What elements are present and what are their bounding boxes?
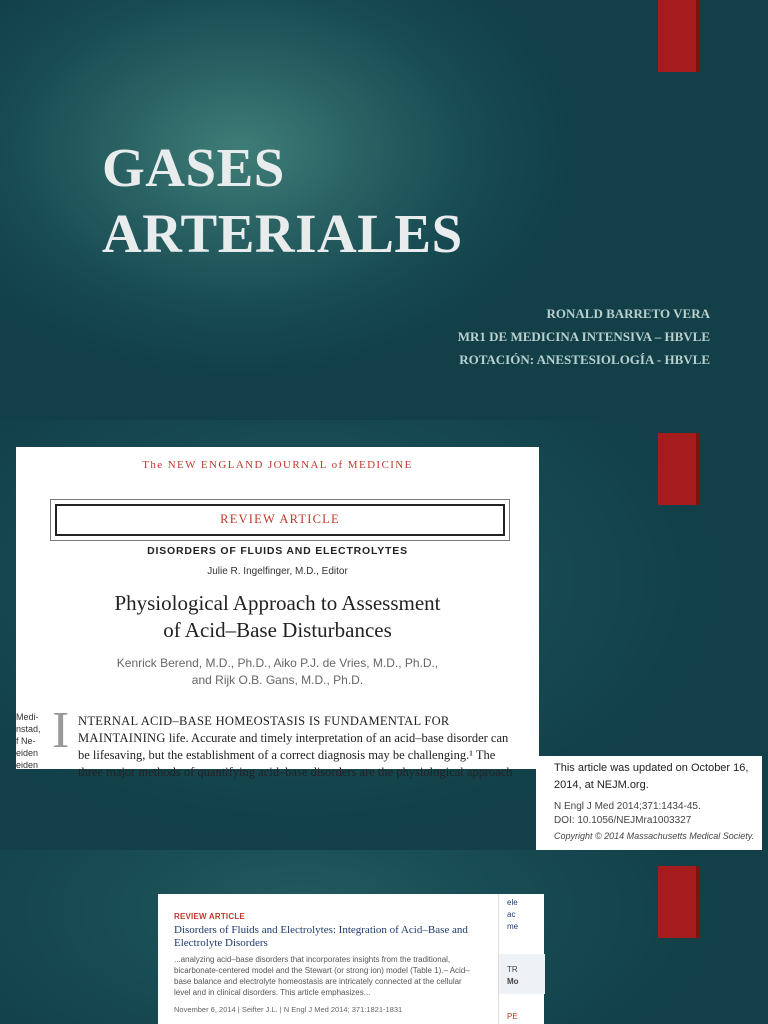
article-authors-line-2: and Rijk O.B. Gans, M.D., Ph.D.: [191, 673, 364, 687]
accent-bar: [658, 433, 700, 505]
doi: DOI: 10.1056/NEJMra1003327: [554, 815, 692, 826]
article-type-label: REVIEW ARTICLE: [55, 504, 505, 536]
author-rotation: ROTACIÓN: ANESTESIOLOGÍA - HBVLE: [459, 352, 710, 367]
sidebar-box-fragment: Mo: [507, 977, 519, 986]
update-note: [536, 756, 762, 854]
related-label: REVIEW ARTICLE: [174, 912, 245, 921]
related-article-card: [158, 894, 544, 1024]
author-role: MR1 DE MEDICINA INTENSIVA – HBVLE: [457, 329, 710, 344]
article-body-rest: life. Accurate and timely interpretation of an acid–base disorder can be lifesaving, but the establishment of a correct diagnosis may be challenging.¹ The three major methods of quantifying acid–base disorders are the physiological approach: [78, 731, 513, 779]
sidebar-box-fragment: TR: [507, 965, 518, 974]
author-name: RONALD BARRETO VERA: [546, 306, 710, 321]
article-authors: [16, 655, 539, 689]
margin-line: eiden: [16, 760, 39, 770]
margin-line: Medi-: [16, 712, 39, 722]
sidebar-fragment: ac: [507, 910, 516, 919]
margin-line: nstad,: [16, 724, 41, 734]
title-slide: [0, 0, 768, 420]
accent-bar: [658, 866, 700, 938]
citation: N Engl J Med 2014;371:1434-45.: [554, 801, 701, 812]
article-section: DISORDERS OF FLUIDS AND ELECTROLYTES: [147, 545, 408, 557]
sidebar-box: [499, 954, 545, 994]
title-line-2: ARTERIALES: [102, 203, 463, 264]
related-abstract: ...analyzing acid–base disorders that incorporates insights from the traditional, bicarbonate-centered model and the Stewart (or strong ion) model (Table 1).– Acid–base balance and electrolyte homeostasis are intricately connected at the cellular level and in clinical disorders. This article emphasizes...: [174, 955, 470, 997]
sidebar-fragment: me: [507, 922, 519, 931]
article-type-frame: [50, 499, 510, 541]
sidebar-fragment: PE: [507, 1012, 518, 1021]
title-line-1: GASES: [102, 137, 285, 198]
nejm-article-image: [16, 447, 539, 779]
slide-title: [102, 135, 463, 267]
article-title-line-1: Physiological Approach to Assessment: [114, 591, 441, 615]
copyright: Copyright © 2014 Massachusetts Medical Society.: [554, 831, 755, 841]
sidebar-fragment: ele: [507, 898, 518, 907]
accent-bar: [658, 0, 700, 72]
article-body: [78, 713, 518, 781]
margin-note: [16, 711, 42, 771]
drop-cap: I: [52, 702, 70, 759]
update-statement: This article was updated on October 16, 2014, at NEJM.org.: [554, 762, 749, 791]
article-authors-line-1: Kenrick Berend, M.D., Ph.D., Aiko P.J. de Vries, M.D., Ph.D.,: [116, 656, 439, 670]
article-body-lead: NTERNAL ACID–BASE HOMEOSTASIS IS FUNDAMENTAL FOR MAINTAINING: [78, 714, 450, 745]
margin-line: f Ne-: [16, 736, 36, 746]
article-title-line-2: of Acid–Base Disturbances: [163, 618, 392, 642]
journal-name: The NEW ENGLAND JOURNAL of MEDICINE: [142, 459, 413, 471]
margin-line: eiden: [16, 748, 39, 758]
related-meta: November 6, 2014 | Seifter J.L. | N Engl J Med 2014; 371:1821-1831: [174, 1005, 403, 1014]
related-title-link[interactable]: Disorders of Fluids and Electrolytes: Integration of Acid–Base and Electrolyte Disorders: [174, 924, 468, 949]
article-editor: Julie R. Ingelfinger, M.D., Editor: [207, 566, 348, 577]
author-block: [458, 302, 710, 371]
related-sidebar: [498, 894, 545, 1024]
article-title: [16, 590, 539, 644]
